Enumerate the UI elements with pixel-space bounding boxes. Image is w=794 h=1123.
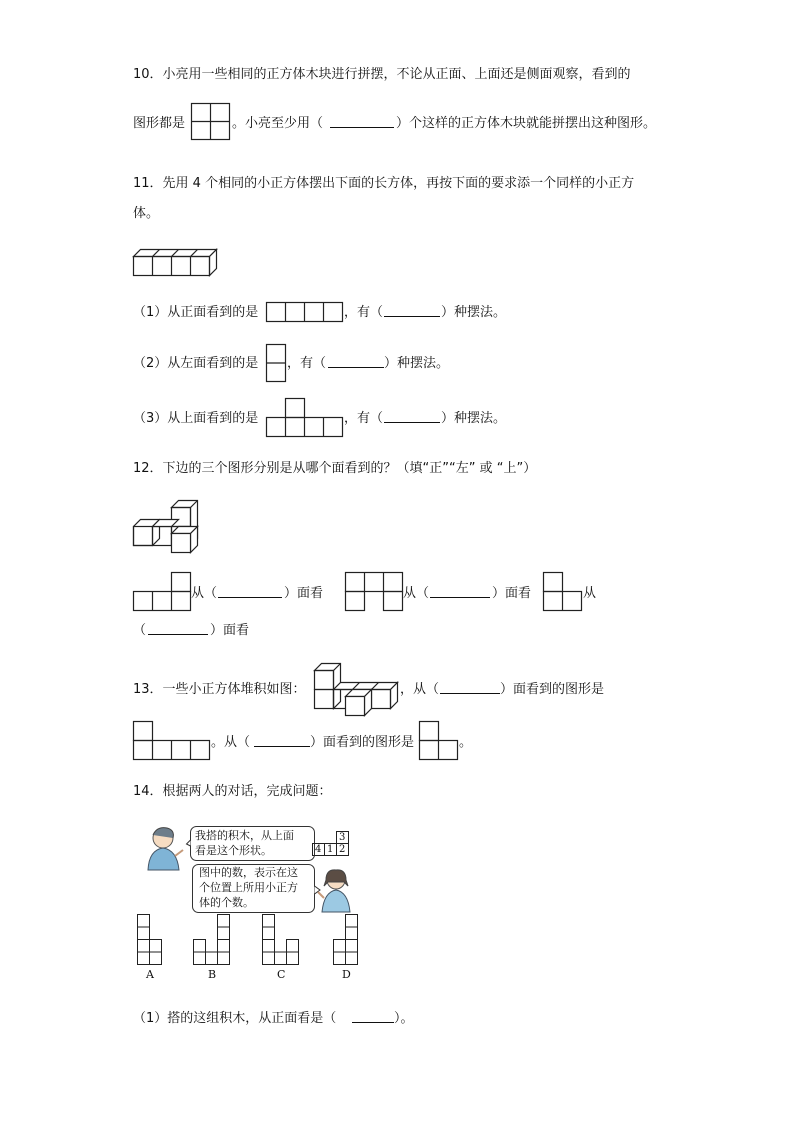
q10-line2-mid: 。小亮至少用（: [232, 116, 324, 131]
q11-line1: 11．先用 4 个相同的小正方体摆出下面的长方体，再按下面的要求添一个同样的小正方: [133, 176, 635, 191]
option-b-figure[interactable]: [193, 914, 231, 965]
q11-sub2-end: ）种摆法。: [384, 356, 450, 371]
q11-sub2-answer-blank[interactable]: [328, 356, 384, 368]
q13-stacked-cubes-figure: [314, 663, 400, 717]
girl-bubble-line2: 个位置上所用小正方: [199, 881, 298, 894]
q12-view3-from: 从: [583, 586, 597, 601]
q11-sub3-end: ）种摆法。: [441, 411, 507, 426]
option-d-label: D: [342, 968, 351, 981]
grid-number-1: 4: [315, 844, 322, 855]
q13-view2-figure: [419, 721, 459, 761]
q11-sub1-mid: ，有（: [344, 305, 384, 320]
q10-line2-end: ）个这样的正方体木块就能拼摆出这种图形。: [396, 116, 657, 131]
q14-line1: 14．根据两人的对话，完成问题：: [133, 784, 332, 799]
q12-view1-figure: [133, 572, 191, 612]
q10-line1: 10．小亮用一些相同的正方体木块进行拼摆，不论从正面、上面还是侧面观察，看到的: [133, 67, 631, 82]
q11-sub1-front-view: [266, 302, 344, 323]
q12-view3-open: （: [133, 623, 147, 638]
q11-sub3-label: （3）从上面看到的是: [133, 411, 259, 426]
q10-square-figure: [191, 103, 231, 141]
q12-view2-figure: [345, 572, 403, 612]
grid-number-3: 2: [339, 844, 346, 855]
q10-answer-blank[interactable]: [330, 116, 394, 128]
q12-line1: 12．下边的三个图形分别是从哪个面看到的？（填“正”“左” 或 “上”）: [133, 461, 537, 476]
q13-view1-figure: [133, 721, 211, 761]
q11-sub2-mid: ，有（: [287, 356, 327, 371]
girl-bubble-line1: 图中的数，表示在这: [199, 866, 298, 879]
q13-answer1-blank[interactable]: [440, 682, 500, 694]
q14-sub1-label: （1）搭的这组积木，从正面看是（: [133, 1011, 337, 1026]
option-c-figure[interactable]: [262, 914, 300, 965]
option-a-figure[interactable]: [137, 914, 163, 965]
option-c-label: C: [277, 968, 286, 981]
q12-view1-from: 从（: [191, 586, 218, 601]
q13-answer2-blank[interactable]: [254, 735, 310, 747]
option-b-label: B: [208, 968, 217, 981]
boy-bubble-line1: 我搭的积木，从上面: [195, 829, 294, 842]
q11-sub1-end: ）种摆法。: [441, 305, 507, 320]
q11-sub1-label: （1）从正面看到的是: [133, 305, 259, 320]
q12-view2-look: ）面看: [492, 586, 532, 601]
boy-bubble-line2: 看是这个形状。: [195, 844, 272, 857]
q14-sub1-end: ）。: [394, 1011, 414, 1026]
q11-sub1-answer-blank[interactable]: [384, 305, 440, 317]
q11-sub2-label: （2）从左面看到的是: [133, 356, 259, 371]
q12-view3-look: ）面看: [210, 623, 250, 638]
q12-stacked-cubes-figure: [133, 500, 213, 556]
option-d-figure[interactable]: [333, 914, 359, 965]
boy-illustration: [145, 826, 185, 870]
grid-number-top: 3: [339, 832, 346, 843]
q13-line2-start: 。从（: [211, 735, 251, 750]
q12-view3-answer-blank[interactable]: [148, 623, 208, 635]
q12-view2-from: 从（: [403, 586, 430, 601]
q13-line1-start: 13．一些小正方体堆积如图：: [133, 682, 306, 697]
q11-sub3-top-view: [266, 398, 344, 438]
q14-sub1-answer-blank[interactable]: [352, 1011, 394, 1023]
q11-line2: 体。: [133, 206, 160, 221]
q13-line2-end: 。: [459, 735, 473, 750]
girl-bubble-line3: 体的个数。: [199, 896, 254, 909]
q11-sub3-mid: ，有（: [344, 411, 384, 426]
q12-view1-look: ）面看: [284, 586, 324, 601]
q11-sub3-answer-blank[interactable]: [384, 411, 440, 423]
grid-number-2: 1: [327, 844, 334, 855]
girl-illustration: [318, 868, 354, 912]
q13-line2-mid: ）面看到的图形是: [310, 735, 415, 750]
q11-sub2-left-view: [266, 344, 287, 383]
q13-line1-end: ）面看到的图形是: [500, 682, 605, 697]
q10-line2-start: 图形都是: [133, 116, 186, 131]
q12-view2-answer-blank[interactable]: [430, 586, 490, 598]
q13-line1-mid: ，从（: [400, 682, 440, 697]
q12-view3-figure: [543, 572, 583, 612]
q12-view1-answer-blank[interactable]: [218, 586, 282, 598]
q11-cuboid-figure: [133, 249, 219, 277]
option-a-label: A: [146, 968, 154, 981]
